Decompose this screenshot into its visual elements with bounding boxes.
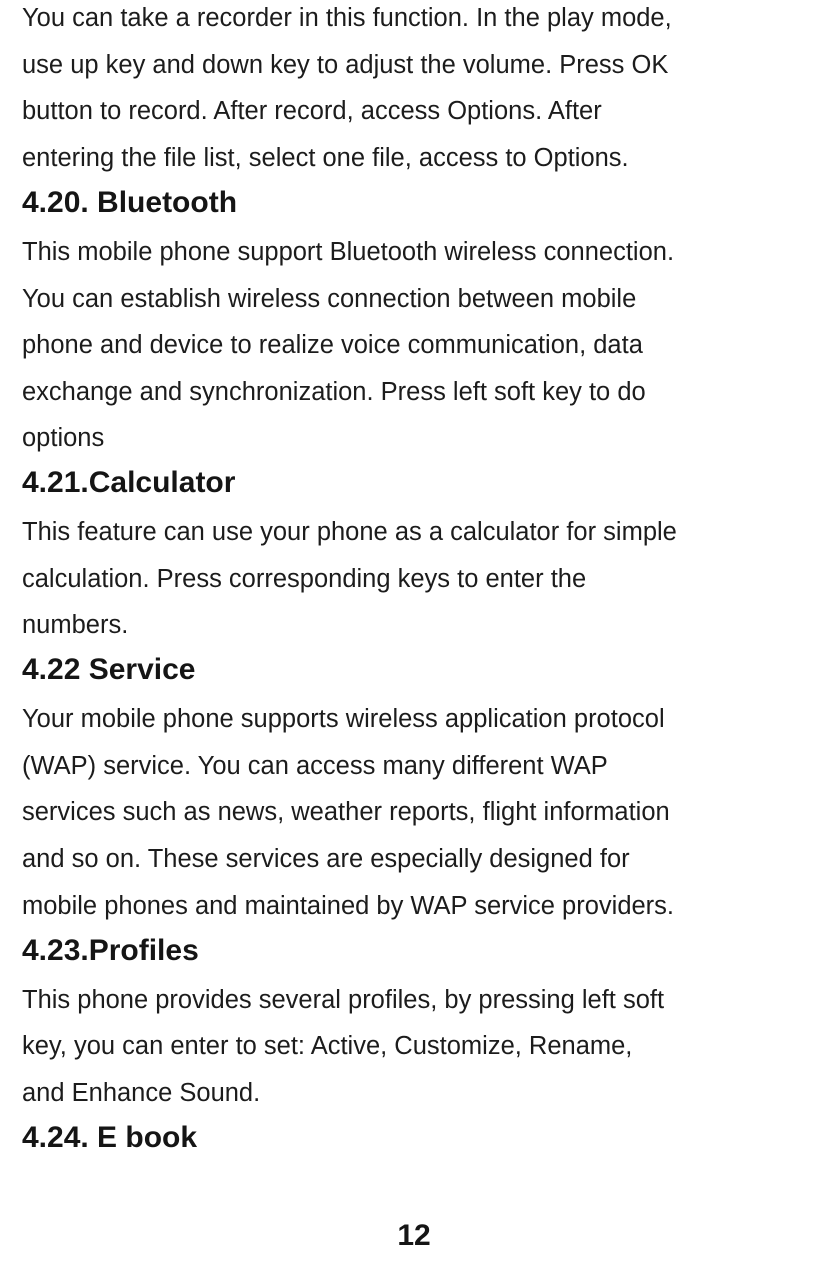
paragraph-line: This mobile phone support Bluetooth wireless connection.: [22, 238, 675, 266]
section-heading-profiles: 4.23.Profiles: [22, 934, 199, 967]
paragraph-line: calculation. Press corresponding keys to enter the: [22, 565, 587, 593]
paragraph-line: This phone provides several profiles, by pressing left soft: [22, 986, 665, 1014]
intro-line: You can take a recorder in this function. In the play mode,: [22, 4, 672, 32]
intro-line: button to record. After record, access Options. After: [22, 97, 602, 125]
paragraph-line: services such as news, weather reports, flight information: [22, 798, 670, 826]
paragraph-line: Your mobile phone supports wireless application protocol: [22, 705, 665, 733]
paragraph-line: and so on. These services are especially designed for: [22, 845, 630, 873]
paragraph-line: phone and device to realize voice communication, data: [22, 331, 643, 359]
intro-line: use up key and down key to adjust the volume. Press OK: [22, 51, 669, 79]
section-heading-calculator: 4.21.Calculator: [22, 466, 236, 499]
paragraph-line: exchange and synchronization. Press left soft key to do: [22, 378, 646, 406]
paragraph-line: key, you can enter to set: Active, Customize, Rename,: [22, 1032, 633, 1060]
intro-line: entering the file list, select one file, access to Options.: [22, 144, 629, 172]
paragraph-line: mobile phones and maintained by WAP service providers.: [22, 892, 675, 920]
section-heading-ebook: 4.24. E book: [22, 1121, 198, 1154]
paragraph-line: and Enhance Sound.: [22, 1079, 261, 1107]
paragraph-line: This feature can use your phone as a calculator for simple: [22, 518, 677, 546]
section-heading-bluetooth: 4.20. Bluetooth: [22, 186, 238, 219]
paragraph-line: options: [22, 424, 105, 452]
section-heading-service: 4.22 Service: [22, 653, 196, 686]
page-number: 12: [397, 1219, 431, 1252]
paragraph-line: You can establish wireless connection between mobile: [22, 285, 637, 313]
paragraph-line: numbers.: [22, 611, 129, 639]
paragraph-line: (WAP) service. You can access many different WAP: [22, 752, 608, 780]
